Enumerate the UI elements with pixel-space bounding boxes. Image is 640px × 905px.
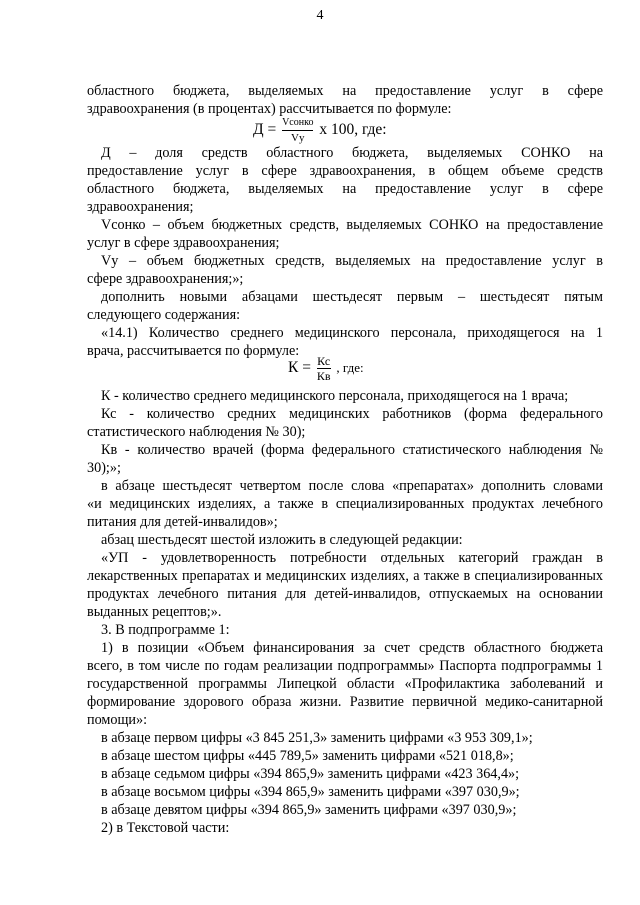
text-line: Кс - количество средних медицинских работников (форма федерального <box>101 406 603 422</box>
formula-share-rhs: х 100, где: <box>319 121 387 139</box>
formula-share-numerator: Vсонко <box>282 117 314 128</box>
text-line: в абзаце девятом цифры «394 865,9» заменить цифрами «397 030,9»; <box>101 802 517 818</box>
formula-staff-lhs: К = <box>288 359 315 377</box>
text-line: следующего содержания: <box>87 307 241 323</box>
text-line: выданных рецептов;». <box>87 604 222 620</box>
text-line: областного бюджета, выделяемых на предоставление услуг в сфере <box>87 83 603 99</box>
text-line: в абзаце шестьдесят четвертом после слова «препаратах» дополнить словами <box>101 478 603 494</box>
text-line: врача, рассчитывается по формуле: <box>87 343 300 359</box>
text-line: статистического наблюдения № 30); <box>87 424 306 440</box>
text-line: в абзаце седьмом цифры «394 865,9» заменить цифрами «423 364,4»; <box>101 766 520 782</box>
text-line: 3. В подпрограмме 1: <box>101 622 230 638</box>
text-line: в абзаце восьмом цифры «394 865,9» заменить цифрами «397 030,9»; <box>101 784 520 800</box>
text-line: в абзаце шестом цифры «445 789,5» заменить цифрами «521 018,8»; <box>101 748 514 764</box>
text-line: предоставление услуг в сфере здравоохранения, в общем объеме средств <box>87 163 603 179</box>
text-line: 2) в Текстовой части: <box>101 820 230 836</box>
formula-share-lhs: Д = <box>253 121 281 139</box>
formula-staff-denominator: Кв <box>316 369 331 383</box>
text-line: всего, в том числе по годам реализации подпрограммы» Паспорта подпрограммы 1 <box>87 658 603 674</box>
text-line: «14.1) Количество среднего медицинского персонала, приходящегося на 1 <box>101 325 603 341</box>
text-line: областного бюджета, выделяемых на предоставление услуг в сфере <box>87 181 603 197</box>
text-line: помощи»: <box>87 712 148 728</box>
formula-staff-ratio <box>288 355 364 382</box>
text-line: Д – доля средств областного бюджета, выделяемых СОНКО на <box>101 145 603 161</box>
text-line: в абзаце первом цифры «3 845 251,3» заменить цифрами «3 953 309,1»; <box>101 730 533 746</box>
text-line: «и медицинских изделиях, а также в специализированных продуктах лечебного <box>87 496 603 512</box>
text-line: абзац шестьдесят шестой изложить в следующей редакции: <box>101 532 463 548</box>
formula-staff-numerator: Кс <box>317 354 331 368</box>
text-line: «УП - удовлетворенность потребности отдельных категорий граждан в <box>101 550 603 566</box>
text-line: питания для детей-инвалидов»; <box>87 514 278 530</box>
formula-staff-rhs: , где: <box>336 360 364 376</box>
text-line: здравоохранения (в процентах) рассчитывается по формуле: <box>87 101 452 117</box>
text-line: Vсонко – объем бюджетных средств, выделяемых СОНКО на предоставление <box>101 217 603 233</box>
text-line: здравоохранения; <box>87 199 194 215</box>
text-line: услуг в сфере здравоохранения; <box>87 235 280 251</box>
formula-share-fraction <box>282 117 313 144</box>
text-line: сфере здравоохранения;»; <box>87 271 244 287</box>
text-line: государственной программы Липецкой области «Профилактика заболеваний и <box>87 676 603 692</box>
page-number: 4 <box>316 8 324 23</box>
text-line: дополнить новыми абзацами шестьдесят первым – шестьдесят пятым <box>101 289 603 305</box>
text-line: формирование здорового образа жизни. Развитие первичной медико-санитарной <box>87 694 603 710</box>
text-line: Vу – объем бюджетных средств, выделяемых на предоставление услуг в <box>101 253 603 269</box>
text-line: Кв - количество врачей (форма федерального статистического наблюдения № <box>101 442 603 458</box>
text-line: лекарственных препаратах и медицинских изделиях, а также в специализированных <box>87 568 603 584</box>
formula-staff-fraction <box>317 355 331 382</box>
text-line: 30);»; <box>87 460 121 476</box>
text-line: 1) в позиции «Объем финансирования за счет средств областного бюджета <box>101 640 603 656</box>
formula-share-denominator: Vу <box>291 132 305 144</box>
text-line: К - количество среднего медицинского персонала, приходящегося на 1 врача; <box>101 388 569 404</box>
text-line: продуктах лечебного питания для детей-инвалидов, отпускаемых на основании <box>87 586 603 602</box>
formula-share <box>253 117 387 144</box>
